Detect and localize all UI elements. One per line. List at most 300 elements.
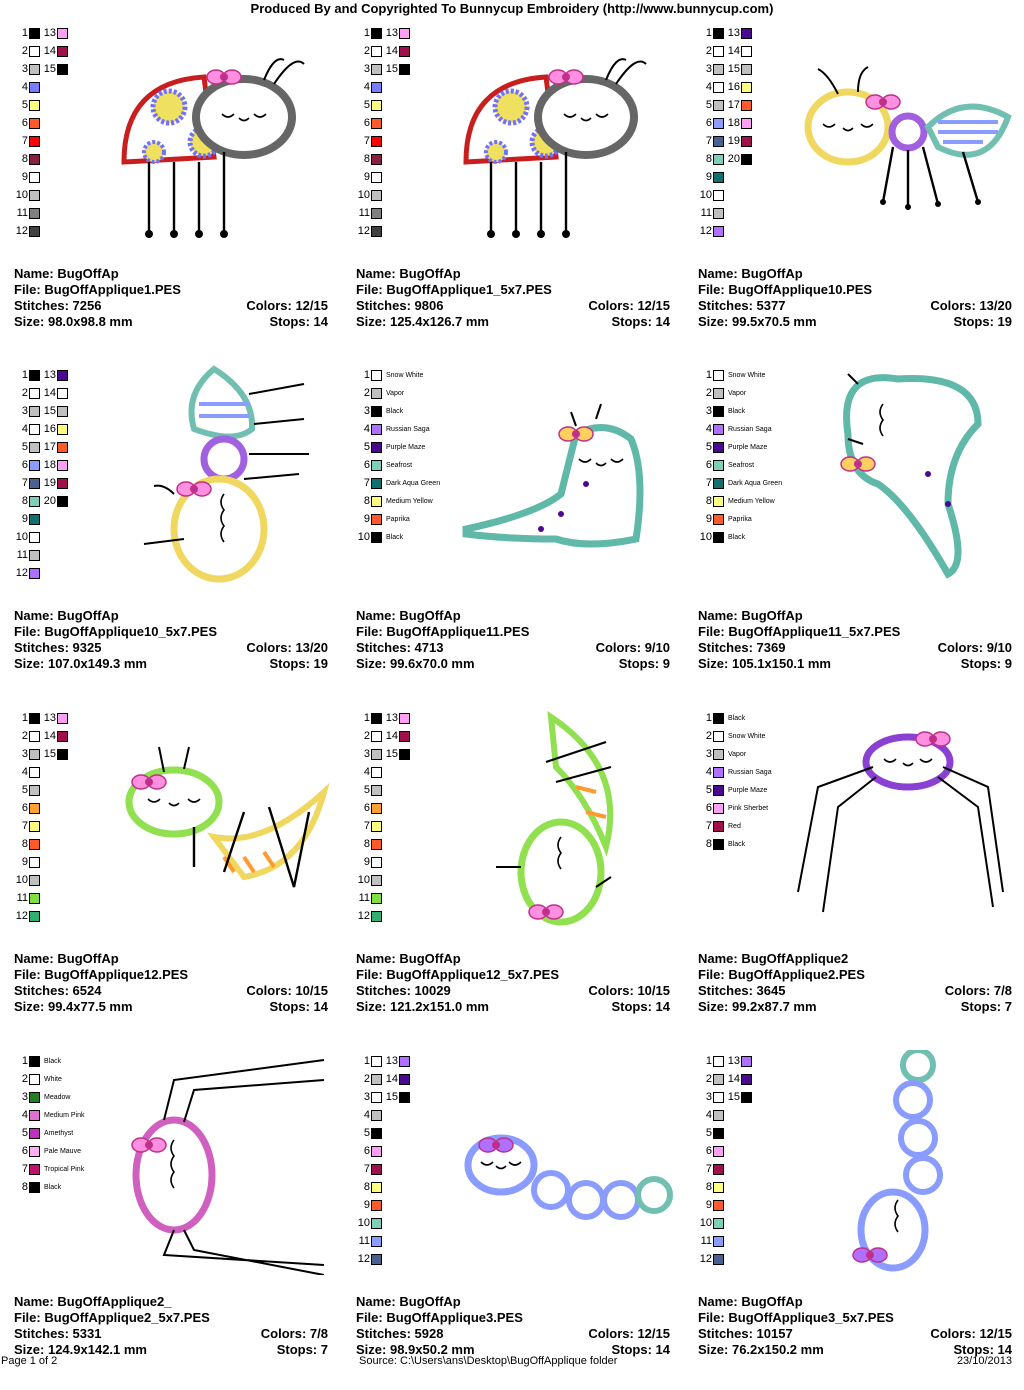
design-card	[14, 24, 348, 362]
thread-color-name: Russian Saga	[728, 768, 772, 776]
thread-number: 2	[705, 730, 712, 742]
thread-swatch-row	[698, 1232, 724, 1250]
thread-number: 8	[705, 838, 712, 850]
thread-swatch	[713, 370, 724, 381]
design-stops: Stops: 9	[618, 656, 670, 671]
thread-number: 14	[43, 387, 56, 399]
thread-swatch	[371, 1164, 382, 1175]
thread-swatch-row	[698, 1088, 752, 1106]
thread-swatch	[713, 1218, 724, 1229]
thread-swatch-row	[14, 546, 40, 564]
thread-swatch-row	[356, 492, 433, 510]
thread-swatch-row	[698, 42, 752, 60]
thread-number: 5	[21, 441, 28, 453]
design-colors: Colors: 13/20	[246, 640, 328, 655]
thread-swatch	[57, 370, 68, 381]
thread-number: 14	[727, 45, 740, 57]
design-card	[356, 24, 690, 362]
thread-swatch-row	[356, 420, 430, 438]
thread-number: 8	[363, 153, 370, 165]
thread-swatch	[713, 1074, 724, 1085]
thread-color-name: Dark Aqua Green	[728, 479, 783, 487]
thread-number: 11	[358, 207, 370, 219]
thread-swatch	[29, 1164, 40, 1175]
thread-swatch	[371, 388, 382, 399]
thread-number: 7	[21, 1163, 28, 1175]
design-info	[14, 951, 328, 1015]
thread-number: 14	[385, 730, 398, 742]
thread-number: 7	[705, 1163, 712, 1175]
thread-swatch	[713, 82, 724, 93]
thread-swatch	[371, 370, 382, 381]
thread-swatch	[399, 749, 410, 760]
design-size: Size: 124.9x142.1 mm Stops: 7	[14, 1342, 328, 1357]
design-name: Name: BugOffAp	[14, 951, 119, 966]
thread-swatch-row	[698, 456, 754, 474]
thread-swatch	[29, 424, 40, 435]
thread-swatch	[713, 442, 724, 453]
thread-number: 9	[705, 513, 712, 525]
thread-swatch-row	[698, 60, 752, 78]
thread-number: 3	[21, 405, 28, 417]
thread-swatch	[371, 82, 382, 93]
thread-swatch-row	[14, 456, 68, 474]
thread-swatch-row	[14, 1142, 81, 1160]
thread-swatch	[57, 442, 68, 453]
thread-swatch	[741, 1074, 752, 1085]
thread-swatch-row	[698, 781, 767, 799]
design-preview	[436, 707, 676, 937]
thread-swatch	[29, 208, 40, 219]
thread-swatch	[29, 1056, 40, 1067]
thread-swatch	[371, 514, 382, 525]
design-colors: Colors: 7/8	[260, 1326, 328, 1341]
thread-number: 8	[363, 495, 370, 507]
thread-swatch-row	[356, 1178, 382, 1196]
design-file: File: BugOffApplique11_5x7.PES	[698, 624, 901, 639]
thread-swatch	[741, 136, 752, 147]
thread-swatch-row	[356, 709, 410, 727]
thread-number: 1	[21, 27, 28, 39]
thread-number: 8	[705, 153, 712, 165]
design-stitches: Stitches: 10157 Colors: 12/15	[698, 1326, 1012, 1341]
thread-swatch-row	[356, 528, 403, 546]
thread-swatch-row	[356, 799, 382, 817]
design-file: File: BugOffApplique10_5x7.PES	[14, 624, 218, 639]
design-name: Name: BugOffAp	[356, 266, 461, 281]
thread-swatch	[713, 208, 724, 219]
thread-swatch-row	[356, 1052, 410, 1070]
thread-number: 9	[21, 171, 28, 183]
thread-swatch-row	[14, 420, 68, 438]
thread-swatch-row	[356, 871, 382, 889]
thread-swatch-row	[14, 907, 40, 925]
thread-swatch-row	[14, 853, 40, 871]
thread-number: 7	[21, 820, 28, 832]
design-name: Name: BugOffAp	[356, 951, 461, 966]
thread-swatch-row	[356, 889, 382, 907]
thread-swatch	[57, 406, 68, 417]
design-file: File: BugOffApplique3.PES	[356, 1310, 523, 1325]
thread-swatch-row	[14, 817, 40, 835]
thread-number: 12	[15, 225, 28, 237]
thread-number: 8	[705, 1181, 712, 1193]
thread-swatch	[29, 136, 40, 147]
thread-swatch-row	[14, 871, 40, 889]
thread-swatch	[371, 713, 382, 724]
thread-swatch	[29, 550, 40, 561]
thread-number: 14	[727, 1073, 740, 1085]
thread-color-name: White	[44, 1075, 62, 1083]
thread-number: 11	[700, 1235, 712, 1247]
design-stops: Stops: 14	[611, 314, 670, 329]
thread-swatch-row	[14, 763, 40, 781]
thread-swatch	[57, 388, 68, 399]
thread-number: 7	[21, 135, 28, 147]
thread-number: 3	[21, 63, 28, 75]
thread-color-name: Pink Sherbet	[728, 804, 769, 812]
design-card	[698, 709, 1024, 1047]
thread-swatch	[741, 118, 752, 129]
thread-number: 2	[21, 45, 28, 57]
thread-number: 10	[357, 189, 370, 201]
thread-swatch	[713, 1128, 724, 1139]
thread-number: 13	[385, 712, 398, 724]
thread-swatch	[371, 1110, 382, 1121]
thread-number: 13	[385, 1055, 398, 1067]
thread-swatch	[29, 785, 40, 796]
thread-color-name: Black	[386, 533, 404, 541]
design-stitches: Stitches: 3645 Colors: 7/8	[698, 983, 1012, 998]
thread-number: 4	[21, 423, 28, 435]
thread-swatch	[29, 1182, 40, 1193]
thread-number: 6	[363, 1145, 370, 1157]
thread-swatch	[371, 226, 382, 237]
thread-number: 4	[363, 423, 370, 435]
thread-swatch-row	[14, 186, 40, 204]
thread-number: 15	[43, 405, 56, 417]
thread-number: 3	[705, 63, 712, 75]
thread-swatch-row	[356, 1232, 382, 1250]
thread-color-name: Meadow	[44, 1093, 71, 1101]
design-colors: Colors: 9/10	[937, 640, 1012, 655]
thread-swatch	[371, 1128, 382, 1139]
thread-swatch	[371, 911, 382, 922]
thread-swatch	[371, 1146, 382, 1157]
thread-swatch-row	[356, 1160, 382, 1178]
thread-swatch	[57, 424, 68, 435]
thread-number: 9	[705, 1199, 712, 1211]
thread-swatch-row	[14, 78, 40, 96]
thread-swatch	[741, 100, 752, 111]
thread-color-name: Tropical Pink	[44, 1165, 85, 1173]
thread-number: 10	[699, 189, 712, 201]
thread-number: 14	[43, 45, 56, 57]
thread-swatch-row	[14, 24, 68, 42]
thread-swatch-row	[356, 78, 382, 96]
thread-color-name: Snow White	[386, 371, 424, 379]
design-stops: Stops: 14	[611, 999, 670, 1014]
design-colors: Colors: 10/15	[588, 983, 670, 998]
thread-number: 5	[363, 99, 370, 111]
thread-number: 13	[43, 27, 56, 39]
design-file: File: BugOffApplique11.PES	[356, 624, 530, 639]
thread-color-name: Purple Maze	[728, 786, 768, 794]
thread-swatch-row	[14, 1088, 70, 1106]
thread-swatch-row	[698, 366, 765, 384]
design-size: Size: 121.2x151.0 mm Stops: 14	[356, 999, 670, 1014]
thread-swatch-row	[698, 727, 765, 745]
design-name: Name: BugOffApplique2_	[14, 1294, 172, 1309]
thread-color-name: Seafrost	[728, 461, 755, 469]
thread-swatch	[57, 460, 68, 471]
thread-number: 12	[15, 567, 28, 579]
thread-swatch-row	[698, 763, 772, 781]
thread-number: 15	[727, 1091, 740, 1103]
thread-number: 10	[357, 1217, 370, 1229]
design-size: Size: 99.4x77.5 mm Stops: 14	[14, 999, 328, 1014]
thread-swatch	[29, 28, 40, 39]
thread-swatch	[29, 568, 40, 579]
thread-number: 7	[705, 820, 712, 832]
design-card	[356, 1052, 690, 1390]
design-file: File: BugOffApplique1_5x7.PES	[356, 282, 552, 297]
thread-swatch-row	[698, 150, 752, 168]
thread-color-name: Black	[386, 407, 404, 415]
thread-swatch	[29, 1128, 40, 1139]
thread-swatch-row	[356, 438, 425, 456]
thread-swatch-row	[698, 745, 746, 763]
design-stitches: Stitches: 5331 Colors: 7/8	[14, 1326, 328, 1341]
design-stops: Stops: 14	[611, 1342, 670, 1357]
thread-swatch	[399, 731, 410, 742]
design-file: File: BugOffApplique2_5x7.PES	[14, 1310, 210, 1325]
thread-swatch	[29, 1110, 40, 1121]
thread-color-name: Pale Mauve	[44, 1147, 81, 1155]
thread-swatch-row	[698, 1052, 752, 1070]
design-stitches: Stitches: 5928 Colors: 12/15	[356, 1326, 670, 1341]
design-stitches: Stitches: 6524 Colors: 10/15	[14, 983, 328, 998]
thread-swatch	[29, 731, 40, 742]
thread-number: 5	[363, 1127, 370, 1139]
design-preview	[436, 364, 676, 594]
thread-swatch	[399, 28, 410, 39]
thread-swatch	[713, 821, 724, 832]
design-colors: Colors: 12/15	[588, 1326, 670, 1341]
thread-swatch-row	[698, 492, 775, 510]
thread-color-name: Black	[728, 840, 746, 848]
thread-swatch-row	[356, 366, 423, 384]
thread-swatch	[713, 839, 724, 850]
thread-swatch-row	[356, 1250, 382, 1268]
thread-swatch	[29, 857, 40, 868]
thread-swatch-row	[698, 835, 745, 853]
thread-swatch	[713, 478, 724, 489]
thread-swatch-row	[14, 835, 40, 853]
thread-swatch-row	[14, 564, 40, 582]
thread-swatch	[713, 28, 724, 39]
thread-swatch	[713, 424, 724, 435]
thread-swatch-row	[356, 1106, 382, 1124]
thread-swatch-row	[698, 24, 752, 42]
design-size: Size: 76.2x150.2 mm Stops: 14	[698, 1342, 1012, 1357]
thread-swatch-row	[356, 114, 382, 132]
thread-swatch	[713, 190, 724, 201]
thread-number: 8	[705, 495, 712, 507]
thread-number: 3	[363, 1091, 370, 1103]
thread-swatch	[713, 406, 724, 417]
thread-swatch-row	[14, 222, 40, 240]
design-file: File: BugOffApplique12.PES	[14, 967, 189, 982]
thread-number: 6	[363, 802, 370, 814]
thread-swatch	[371, 64, 382, 75]
thread-swatch	[713, 136, 724, 147]
design-colors: Colors: 13/20	[930, 298, 1012, 313]
thread-swatch-row	[698, 709, 745, 727]
thread-number: 1	[363, 1055, 370, 1067]
thread-swatch-row	[698, 474, 782, 492]
design-card	[14, 709, 348, 1047]
thread-swatch	[713, 154, 724, 165]
thread-color-name: Russian Saga	[386, 425, 430, 433]
thread-swatch	[371, 496, 382, 507]
thread-swatch-row	[698, 402, 745, 420]
thread-number: 14	[385, 45, 398, 57]
thread-swatch-row	[698, 1214, 724, 1232]
thread-number: 7	[363, 1163, 370, 1175]
thread-swatch-row	[14, 727, 68, 745]
design-colors: Colors: 12/15	[246, 298, 328, 313]
thread-swatch	[371, 785, 382, 796]
thread-swatch	[29, 532, 40, 543]
thread-number: 13	[385, 27, 398, 39]
thread-swatch-row	[14, 204, 40, 222]
thread-swatch-row	[356, 402, 403, 420]
design-info	[356, 951, 670, 1015]
thread-swatch	[371, 1218, 382, 1229]
thread-number: 10	[699, 531, 712, 543]
thread-swatch	[371, 1254, 382, 1265]
thread-swatch	[29, 911, 40, 922]
thread-number: 10	[15, 189, 28, 201]
thread-swatch-row	[698, 1142, 724, 1160]
thread-color-name: Black	[728, 714, 746, 722]
thread-swatch	[713, 767, 724, 778]
design-preview	[94, 1050, 334, 1280]
thread-swatch	[371, 1056, 382, 1067]
thread-number: 5	[363, 784, 370, 796]
thread-swatch-row	[356, 96, 382, 114]
thread-swatch	[713, 1236, 724, 1247]
thread-number: 1	[363, 712, 370, 724]
thread-number: 9	[363, 1199, 370, 1211]
thread-swatch	[371, 1200, 382, 1211]
thread-number: 12	[699, 225, 712, 237]
thread-number: 13	[727, 1055, 740, 1067]
thread-swatch-row	[14, 1178, 61, 1196]
thread-swatch	[371, 803, 382, 814]
design-name: Name: BugOffAp	[698, 266, 803, 281]
thread-swatch-row	[698, 168, 724, 186]
thread-swatch	[713, 532, 724, 543]
thread-swatch-row	[14, 114, 40, 132]
thread-number: 4	[363, 1109, 370, 1121]
thread-number: 11	[16, 892, 28, 904]
thread-swatch	[713, 172, 724, 183]
thread-swatch-row	[356, 907, 382, 925]
thread-swatch	[741, 64, 752, 75]
thread-number: 8	[363, 1181, 370, 1193]
thread-swatch	[713, 785, 724, 796]
thread-swatch	[371, 767, 382, 778]
thread-number: 11	[700, 207, 712, 219]
thread-number: 1	[21, 1055, 28, 1067]
thread-swatch-row	[356, 835, 382, 853]
thread-swatch	[29, 82, 40, 93]
design-info	[698, 266, 1012, 330]
thread-swatch-row	[14, 781, 40, 799]
design-info	[14, 608, 328, 672]
thread-number: 6	[705, 1145, 712, 1157]
thread-swatch	[371, 424, 382, 435]
thread-number: 7	[363, 135, 370, 147]
thread-swatch	[57, 713, 68, 724]
thread-number: 8	[21, 153, 28, 165]
design-size: Size: 98.9x50.2 mm Stops: 14	[356, 1342, 670, 1357]
thread-number: 18	[727, 117, 740, 129]
thread-swatch	[371, 118, 382, 129]
thread-number: 15	[385, 1091, 398, 1103]
thread-number: 9	[363, 171, 370, 183]
thread-swatch	[741, 154, 752, 165]
thread-number: 8	[21, 838, 28, 850]
thread-number: 1	[21, 369, 28, 381]
thread-swatch-row	[356, 1088, 410, 1106]
thread-swatch	[371, 172, 382, 183]
thread-swatch	[29, 839, 40, 850]
thread-swatch-row	[356, 204, 382, 222]
thread-swatch-row	[356, 745, 410, 763]
thread-swatch	[57, 478, 68, 489]
thread-number: 9	[705, 171, 712, 183]
design-name: Name: BugOffAp	[356, 1294, 461, 1309]
thread-swatch	[29, 154, 40, 165]
thread-number: 3	[21, 748, 28, 760]
thread-number: 13	[43, 712, 56, 724]
thread-number: 17	[43, 441, 56, 453]
thread-number: 10	[357, 874, 370, 886]
design-preview	[778, 1050, 1018, 1280]
thread-number: 9	[363, 856, 370, 868]
thread-number: 12	[357, 225, 370, 237]
thread-color-name: Black	[44, 1057, 62, 1065]
source-path: Source: C:\Users\ans\Desktop\BugOffApplique folder	[359, 1355, 618, 1367]
thread-color-name: Paprika	[386, 515, 410, 523]
thread-swatch	[741, 1092, 752, 1103]
thread-swatch	[29, 514, 40, 525]
thread-swatch-row	[14, 528, 40, 546]
thread-swatch	[713, 713, 724, 724]
thread-number: 10	[15, 531, 28, 543]
design-name: Name: BugOffAp	[14, 608, 119, 623]
thread-swatch	[741, 28, 752, 39]
thread-number: 4	[21, 1109, 28, 1121]
thread-swatch	[713, 1056, 724, 1067]
thread-swatch-row	[698, 1178, 724, 1196]
thread-number: 3	[705, 748, 712, 760]
thread-number: 13	[43, 369, 56, 381]
thread-number: 3	[21, 1091, 28, 1103]
